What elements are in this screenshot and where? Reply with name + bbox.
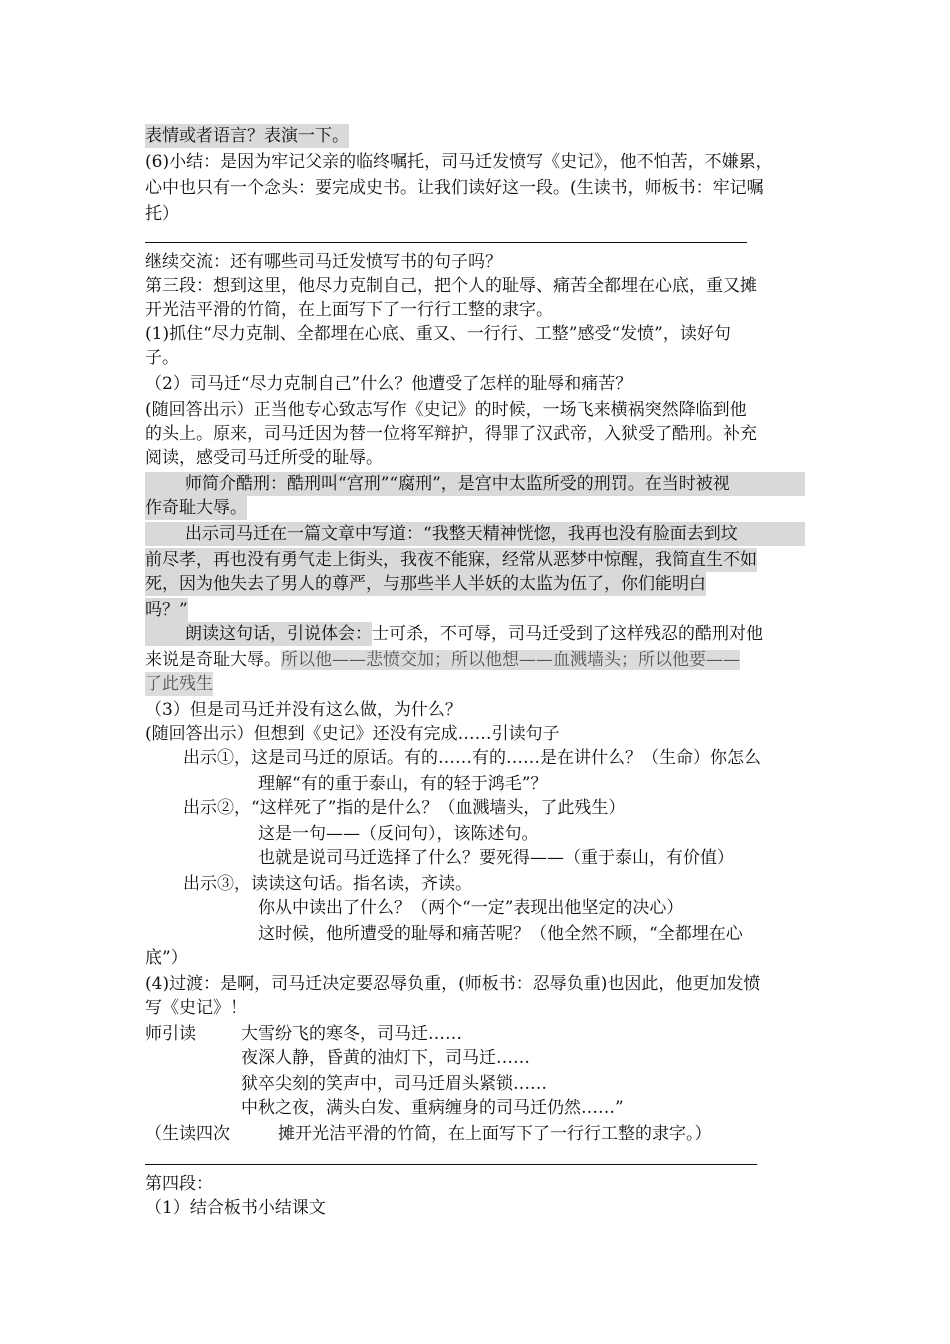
text-line: 出示③，读读这句话。指名读，齐读。 xyxy=(183,874,472,894)
text-line: 写《史记》！ xyxy=(145,998,247,1018)
text-line: 出示①，这是司马迁的原话。有的……有的……是在讲什么？（生命）你怎么 xyxy=(183,748,761,768)
text-line: 死，因为他失去了男人的尊严，与那些半人半妖的太监为伍了，你们能明白 xyxy=(145,574,706,594)
divider xyxy=(145,1164,757,1165)
text-line: 师简介酷刑：酷刑叫“宫刑”“腐刑”，是宫中太监所受的刑罚。在当时被视 xyxy=(145,472,805,496)
text-line: 托） xyxy=(145,204,179,224)
text-line: 师引读 xyxy=(145,1024,196,1044)
text-line xyxy=(145,648,740,672)
text-line: 阅读，感受司马迁所受的耻辱。 xyxy=(145,448,383,468)
text-line: 继续交流：还有哪些司马迁发愤写书的句子吗？ xyxy=(145,252,502,272)
text-line: 的头上。原来，司马迁因为替一位将军辩护，得罪了汉武帝，入狱受了酷刑。补充 xyxy=(145,424,757,444)
text-line: 这是一句——（反问句），该陈述句。 xyxy=(258,824,539,844)
text-line: 心中也只有一个念头：要完成史书。让我们读好这一段。(生读书，师板书：牢记嘱 xyxy=(145,178,764,198)
text-line: 前尽孝，再也没有勇气走上街头，我夜不能寐，经常从恶梦中惊醒，我简直生不如 xyxy=(145,550,757,570)
text-line: 摊开光洁平滑的竹简，在上面写下了一行行工整的隶字。） xyxy=(278,1124,712,1144)
highlighted-text: 朗读这句话，引说体会： xyxy=(145,622,372,646)
text-line: 出示司马迁在一篇文章中写道：“我整天精神恍惚，我再也没有脸面去到坟 xyxy=(145,522,805,546)
text-line: （2）司马迁“尽力克制自己”什么？他遭受了怎样的耻辱和痛苦？ xyxy=(145,374,633,394)
text-line: （3）但是司马迁并没有这么做，为什么？ xyxy=(145,700,462,720)
plain-text: 士可杀，不可辱，司马迁受到了这样残忍的酷刑对他 xyxy=(372,624,763,644)
text-line: 吗？” xyxy=(145,600,188,620)
text-line: (随回答出示）正当他专心致志写作《史记》的时候，一场飞来横祸突然降临到他 xyxy=(145,400,747,420)
text-line: (6)小结：是因为牢记父亲的临终嘱托，司马迁发愤写《史记》，他不怕苦，不嫌累， xyxy=(145,152,773,172)
text-line: 大雪纷飞的寒冬，司马迁…… xyxy=(241,1024,462,1044)
text-line: 开光洁平滑的竹简，在上面写下了一行行工整的隶字。 xyxy=(145,300,553,320)
text-line: （1）结合板书小结课文 xyxy=(145,1198,326,1218)
text-line: (4)过渡：是啊，司马迁决定要忍辱负重，(师板书：忍辱负重)也因此，他更加发愤 xyxy=(145,974,761,994)
text-line: 了此残生 xyxy=(145,674,213,694)
text-line: 底”） xyxy=(145,948,188,968)
text-line: 理解“有的重于泰山，有的轻于鸿毛”？ xyxy=(258,774,548,794)
text-line xyxy=(145,622,763,646)
text-line: 第四段： xyxy=(145,1174,213,1194)
text-line: 出示②，“这样死了”指的是什么？（血溅墙头，了此残生） xyxy=(183,798,626,818)
plain-text: 来说是奇耻大辱。 xyxy=(145,650,281,670)
text-line: （生读四次 xyxy=(145,1124,230,1144)
text-line: (随回答出示）但想到《史记》还没有完成……引读句子 xyxy=(145,724,560,744)
text-line: 也就是说司马迁选择了什么？要死得——（重于泰山，有价值） xyxy=(258,848,734,868)
text-line: (1)抓住“尽力克制、全都埋在心底、重又、一行行、工整”感受“发愤”，读好句 xyxy=(145,324,731,344)
text-line: 第三段：想到这里，他尽力克制自己，把个人的耻辱、痛苦全都埋在心底，重又摊 xyxy=(145,276,757,296)
text-line: 你从中读出了什么？（两个“一定”表现出他坚定的决心） xyxy=(258,898,684,918)
text-line: 中秋之夜，满头白发、重病缠身的司马迁仍然……” xyxy=(241,1098,624,1118)
text-line: 作奇耻大辱。 xyxy=(145,498,247,518)
divider xyxy=(145,242,747,243)
text-line: 夜深人静，昏黄的油灯下，司马迁…… xyxy=(241,1048,530,1068)
text-line: 狱卒尖刻的笑声中，司马迁眉头紧锁…… xyxy=(241,1074,547,1094)
text-line: 子。 xyxy=(145,348,179,368)
text-line: 表情或者语言？表演一下。 xyxy=(145,126,349,146)
highlighted-text: 所以他——悲愤交加；所以他想——血溅墙头；所以他要—— xyxy=(281,650,740,670)
text-line: 这时候，他所遭受的耻辱和痛苦呢？（他全然不顾，“全都埋在心 xyxy=(258,924,743,944)
